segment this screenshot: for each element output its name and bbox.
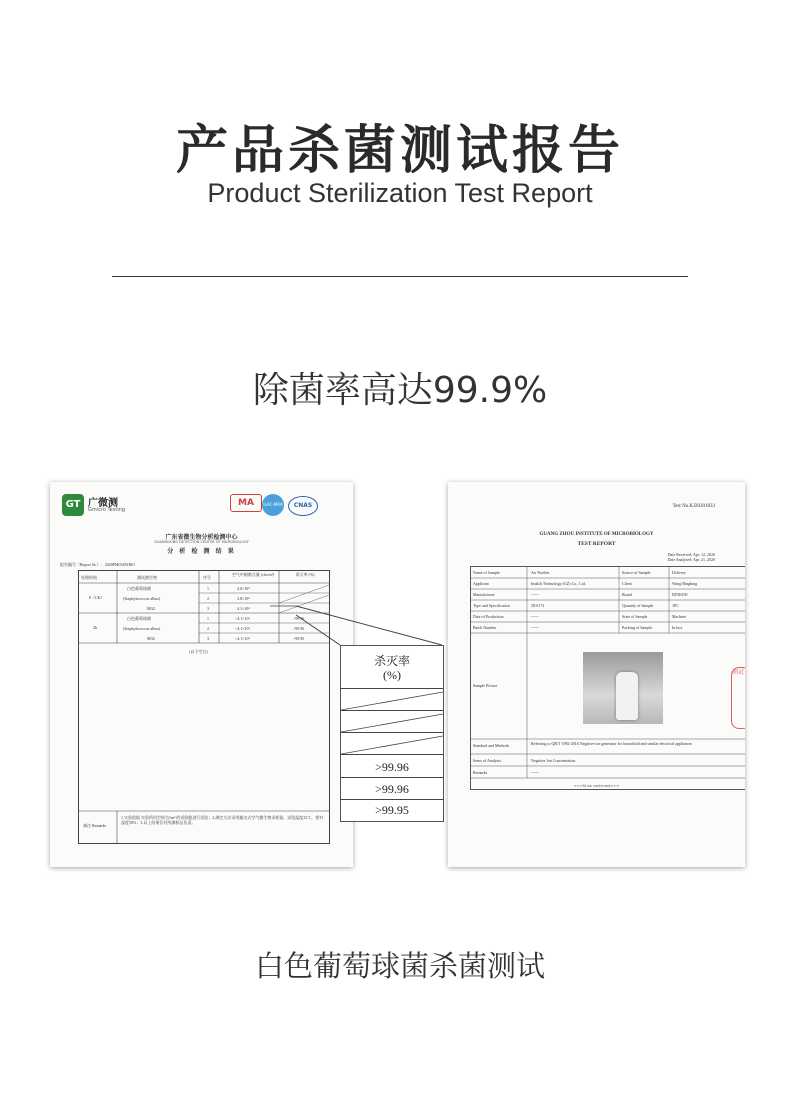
magnified-header-unit: (%) [383, 668, 401, 682]
organism-latin: (Staphylococcus albus) [123, 626, 161, 631]
row-label: Batch Number [473, 625, 497, 630]
row-no: 3 [207, 636, 209, 641]
row-label: Brand [622, 592, 632, 597]
magnified-rate-value: >99.95 [375, 803, 409, 817]
items-label: Items of Analysis [473, 758, 501, 763]
magnified-rate-value: >99.96 [375, 760, 409, 774]
organism-latin: (Staphylococcus albus) [123, 596, 161, 601]
col-header-no: 序号 [203, 575, 211, 580]
items-value: Negative Ion Concentration [531, 758, 576, 763]
page-title: 产品杀菌测试报告 [175, 121, 624, 181]
remarks-text: 1.实验依据 实验所用空间为1m³ 的试验舱进行试验；2.测定方法采用撞击式空气微生物采样器，试验温度22℃，相对湿度50%；3.以上结果仅对所测样品负责。 [121, 815, 324, 825]
row-value: Wang Bingbing [672, 581, 698, 586]
row-value: In box [672, 625, 683, 630]
row-value: JDA172 [531, 603, 545, 608]
continued-note: <<<To be continued>>> [573, 784, 620, 788]
rate-cell: >99.96 [293, 616, 305, 621]
count-cell: <4.1×10¹ [235, 616, 250, 621]
col-header-organism: 测试菌生物 [137, 575, 157, 580]
blank-note: (以下空白) [189, 649, 208, 654]
row-no: 3 [207, 606, 209, 611]
rate-cell: >99.96 [293, 626, 305, 631]
company-name: 广微测 [88, 498, 118, 509]
report-dates [667, 552, 715, 562]
row-value: Machine [672, 614, 686, 619]
row-value: IDNKINI [672, 592, 688, 597]
magnified-rate-column [340, 645, 444, 822]
count-cell: <4.1×10¹ [235, 636, 250, 641]
magnified-divider [341, 710, 443, 711]
red-stamp: 测试 [731, 667, 745, 729]
magnified-rate-value: >99.96 [375, 782, 409, 796]
row-value: ------ [531, 592, 539, 597]
row-value: Imikilt Technology (GZ) Co., Ltd. [531, 581, 586, 586]
count-cell: 3.8×10⁴ [237, 596, 250, 601]
row-label: Quantity of Sample [622, 603, 654, 608]
magnified-header: 杀灭率 [373, 654, 410, 668]
report-number: Test No.KJ20201833 [672, 504, 715, 509]
col-header-count: 空气中细菌含量 (cfu/m³) [231, 572, 275, 577]
cnas-seal: CNAS [288, 496, 318, 516]
row-value: Delivery [672, 570, 686, 575]
row-label: Client [622, 581, 632, 586]
row-label: Applicant [473, 581, 489, 586]
standard-value: Referring to QB/T 1982-2016 Negative ion generator for household and similar electrical appliances [531, 741, 692, 746]
magnified-divider [341, 732, 443, 733]
lab-name: 广东省微生物分析检测中心 [165, 534, 238, 541]
sterilization-rate-headline: 除菌率高达99.9% [252, 370, 548, 411]
page-subtitle: Product Sterilization Test Report [207, 178, 593, 208]
row-no: 1 [207, 586, 209, 591]
remarks-value: ------ [531, 770, 539, 775]
row-label: Name of Sample [473, 570, 500, 575]
count-cell: 4.0×10⁴ [237, 586, 250, 591]
row-value: ------ [531, 614, 539, 619]
institute-name: GUANG ZHOU INSTITUTE OF MICROBIOLOGY [539, 532, 654, 537]
row-value: Air Purifier [531, 570, 550, 575]
ilac-seal: ILAC-MRA [262, 494, 284, 516]
standard-label: Standard and Methods [473, 743, 509, 748]
remarks-label: Remarks [473, 770, 488, 775]
company-english-name: Gmicro Testing [88, 507, 126, 513]
group-time-2h: 2h [93, 625, 97, 630]
organism-name: 白色葡萄球菌 [127, 616, 151, 621]
report-title: TEST REPORT [577, 541, 616, 547]
company-logo: GT [62, 494, 84, 516]
sample-picture-label: Sample Picture [473, 683, 498, 688]
right-test-report-image [448, 482, 745, 867]
magnified-divider [341, 754, 443, 755]
test-caption: 白色葡萄球菌杀菌测试 [254, 949, 545, 983]
report-title: 分 析 检 测 结 果 [167, 548, 236, 555]
group-time-ck: 0（CK） [89, 595, 105, 600]
air-purifier-device [616, 672, 638, 720]
date-received: Date Received: Apr. 12, 2020 [667, 552, 715, 557]
col-header-time: 处理时间 [81, 575, 97, 580]
cma-seal: MA [230, 494, 262, 512]
date-analyzed: Date Analyzed: Apr. 21, 2020 [667, 557, 715, 562]
organism-strain: 8032 [147, 606, 155, 611]
magnified-divider [341, 777, 443, 778]
rate-cell: >99.95 [293, 636, 305, 641]
row-no: 2 [207, 626, 209, 631]
count-cell: 4.1×10⁴ [237, 606, 250, 611]
row-no: 1 [207, 616, 209, 621]
organism-strain: 8032 [147, 636, 155, 641]
lab-name-english: GUANGDONG DETECTION CENTER OF MICROBIOLOGY [154, 540, 249, 544]
report-number: 报告编号（Report №.）：2020FM03281R01 [60, 562, 136, 567]
row-value: 1PC [672, 603, 679, 608]
magnified-divider [341, 799, 443, 800]
remarks-label: 备注 Remarks [83, 823, 107, 828]
row-value: ------ [531, 625, 539, 630]
count-cell: <4.1×10¹ [235, 626, 250, 631]
row-label: Type and Specification [473, 603, 510, 608]
row-label: State of Sample [622, 614, 648, 619]
organism-name: 白色葡萄球菌 [127, 586, 151, 591]
row-label: Manufacturer [473, 592, 495, 597]
row-no: 2 [207, 596, 209, 601]
row-label: Source of Sample [622, 570, 651, 575]
magnified-strikelines [341, 688, 443, 756]
row-label: Packing of Sample [622, 625, 653, 630]
row-label: Date of Production [473, 614, 504, 619]
col-header-rate: 杀灭率 (%) [295, 572, 315, 577]
